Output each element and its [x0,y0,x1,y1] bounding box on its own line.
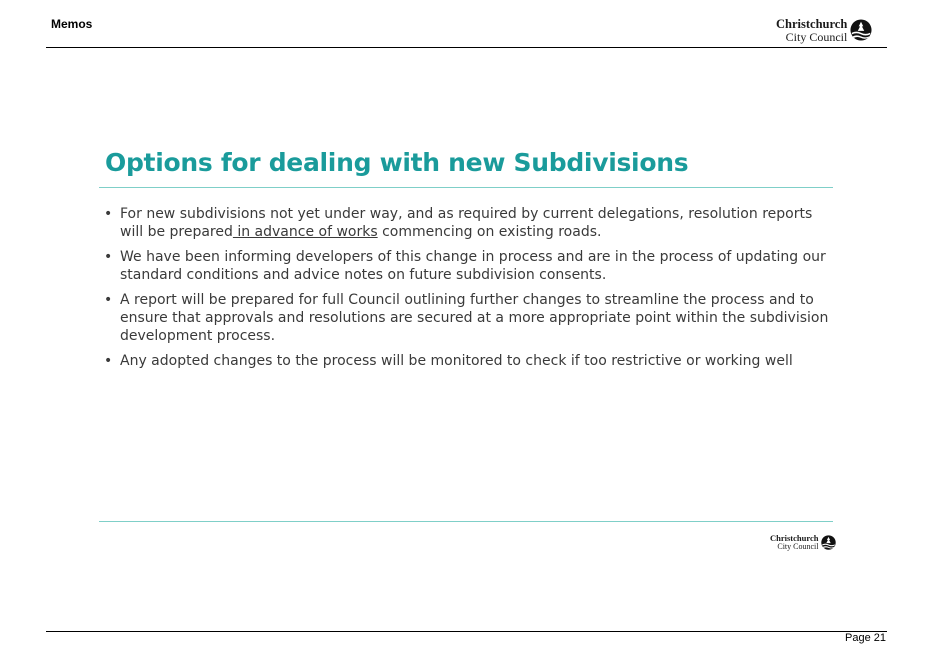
header-title: Memos [51,17,93,31]
bullet-text: We have been informing developers of this change in process and are in the process of updating our standard conditions and advice notes on future subdivision consents. [120,249,826,283]
bullet-marker: • [104,292,113,308]
slide-title: Options for dealing with new Subdivisions [105,148,689,177]
slide-logo-line1: Christchurch [770,533,819,543]
list-item [104,352,834,370]
bullet-marker: • [104,249,113,265]
slide-footer-divider [99,521,833,522]
christchurch-emblem-icon [850,19,872,41]
slide-logo-text [770,534,819,551]
list-item [104,291,834,345]
slide-title-divider [99,187,833,188]
bullet-marker: • [104,206,113,222]
list-item [104,205,834,241]
slide-logo-line2: City Council [777,541,819,551]
slide-logo [770,534,836,551]
bullet-marker: • [104,353,113,369]
bullet-list [104,205,834,377]
header-logo-line2: City Council [785,29,848,44]
footer-divider [46,631,887,632]
header-logo [776,18,872,43]
page-number: Page 21 [845,632,886,644]
bullet-text-before: For new subdivisions not yet under way, and as required by current delegations, resolution reports will be prepared [120,206,813,240]
header-divider [46,47,887,48]
bullet-text: A report will be prepared for full Council outlining further changes to streamline the process and to ensure that approvals and resolutions are secured at a more appropriate point within the subdivision development process. [120,292,829,344]
header-logo-line1: Christchurch [776,17,848,31]
bullet-text-after: commencing on existing roads. [377,224,602,240]
bullet-text-underlined: in advance of works [232,224,378,240]
list-item [104,248,834,284]
bullet-text: Any adopted changes to the process will be monitored to check if too restrictive or working well [120,353,793,369]
christchurch-emblem-icon [821,535,836,550]
header-logo-text [776,18,847,43]
